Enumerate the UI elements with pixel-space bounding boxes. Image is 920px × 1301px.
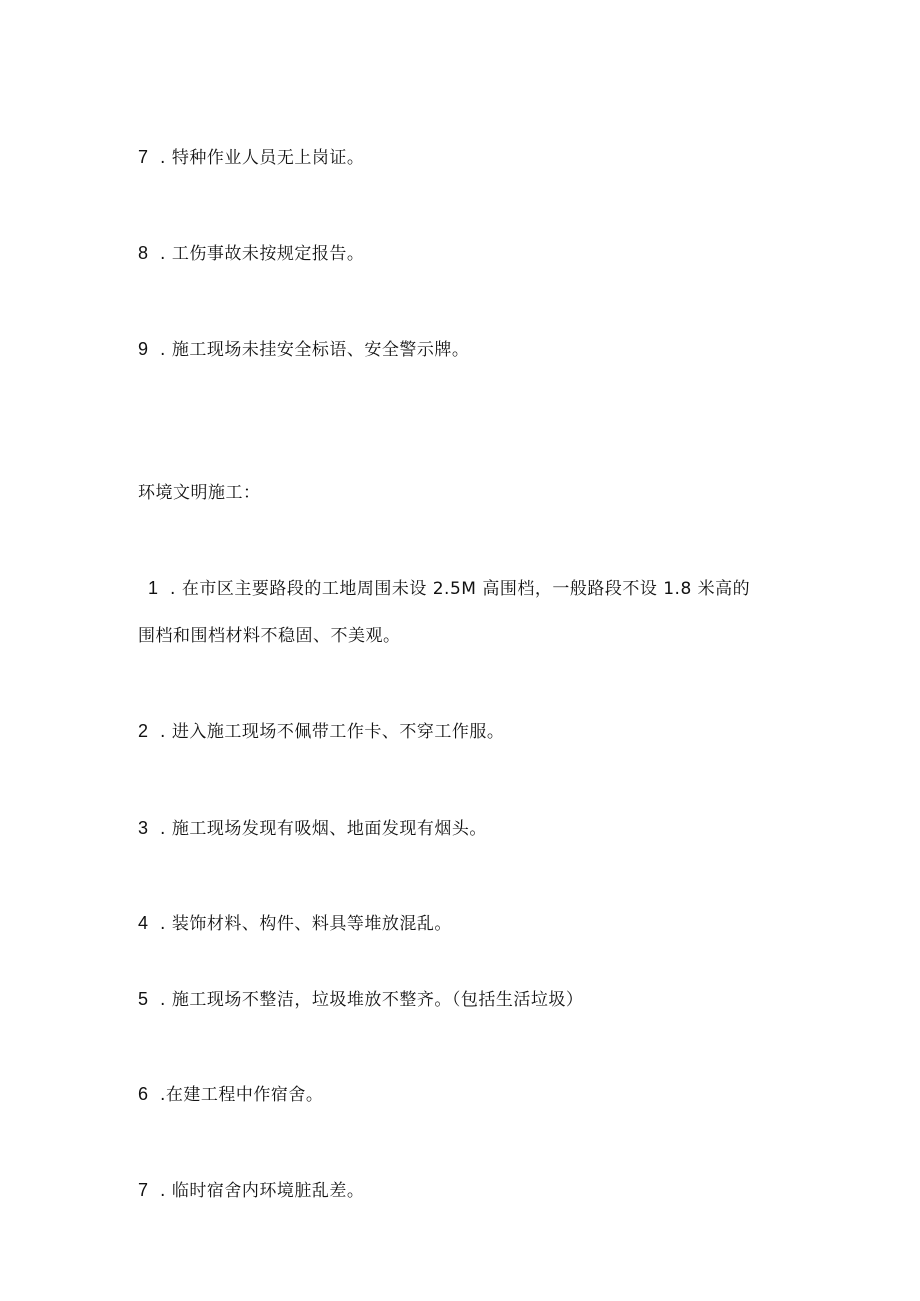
list-item bbox=[138, 1179, 364, 1202]
section-heading: 环境文明施工： bbox=[138, 483, 261, 503]
item-number: 4 bbox=[138, 913, 149, 933]
list-item bbox=[138, 988, 583, 1011]
item-text: .在建工程中作宿舍。 bbox=[160, 1085, 324, 1105]
list-item bbox=[138, 242, 364, 265]
item-text: . 施工现场发现有吸烟、地面发现有烟头。 bbox=[160, 819, 487, 839]
item-text: . 工伤事故未按规定报告。 bbox=[160, 244, 365, 264]
item-number: 9 bbox=[138, 339, 149, 359]
item-number: 3 bbox=[138, 818, 149, 838]
item-text: . 装饰材料、构件、料具等堆放混乱。 bbox=[160, 914, 452, 934]
item-number: 2 bbox=[138, 721, 149, 741]
item-text: . 进入施工现场不佩带工作卡、不穿工作服。 bbox=[160, 722, 505, 742]
item-number: 8 bbox=[138, 243, 149, 263]
item-number: 5 bbox=[138, 989, 149, 1009]
item-number: 1 bbox=[148, 578, 159, 598]
item-number: 7 bbox=[138, 1180, 149, 1200]
item-number: 7 bbox=[138, 147, 149, 167]
item-text: . 特种作业人员无上岗证。 bbox=[160, 148, 365, 168]
item-text: . 施工现场不整洁，垃圾堆放不整齐。（包括生活垃圾） bbox=[160, 990, 584, 1010]
list-item bbox=[138, 817, 487, 840]
list-item bbox=[148, 577, 750, 600]
item-text: . 施工现场未挂安全标语、安全警示牌。 bbox=[160, 340, 470, 360]
item-text: . 临时宿舍内环境脏乱差。 bbox=[160, 1181, 365, 1201]
list-item bbox=[138, 338, 469, 361]
list-item bbox=[138, 720, 504, 743]
list-item bbox=[138, 912, 452, 935]
list-item bbox=[138, 146, 364, 169]
item-number: 6 bbox=[138, 1084, 149, 1104]
list-item-continuation bbox=[138, 625, 401, 647]
item-text: . 在市区主要路段的工地周围未设 2.5M 高围档，一般路段不设 1.8 米高的 bbox=[170, 579, 751, 599]
item-text-continuation: 围档和围档材料不稳固、不美观。 bbox=[138, 626, 401, 646]
list-item bbox=[138, 1083, 323, 1106]
